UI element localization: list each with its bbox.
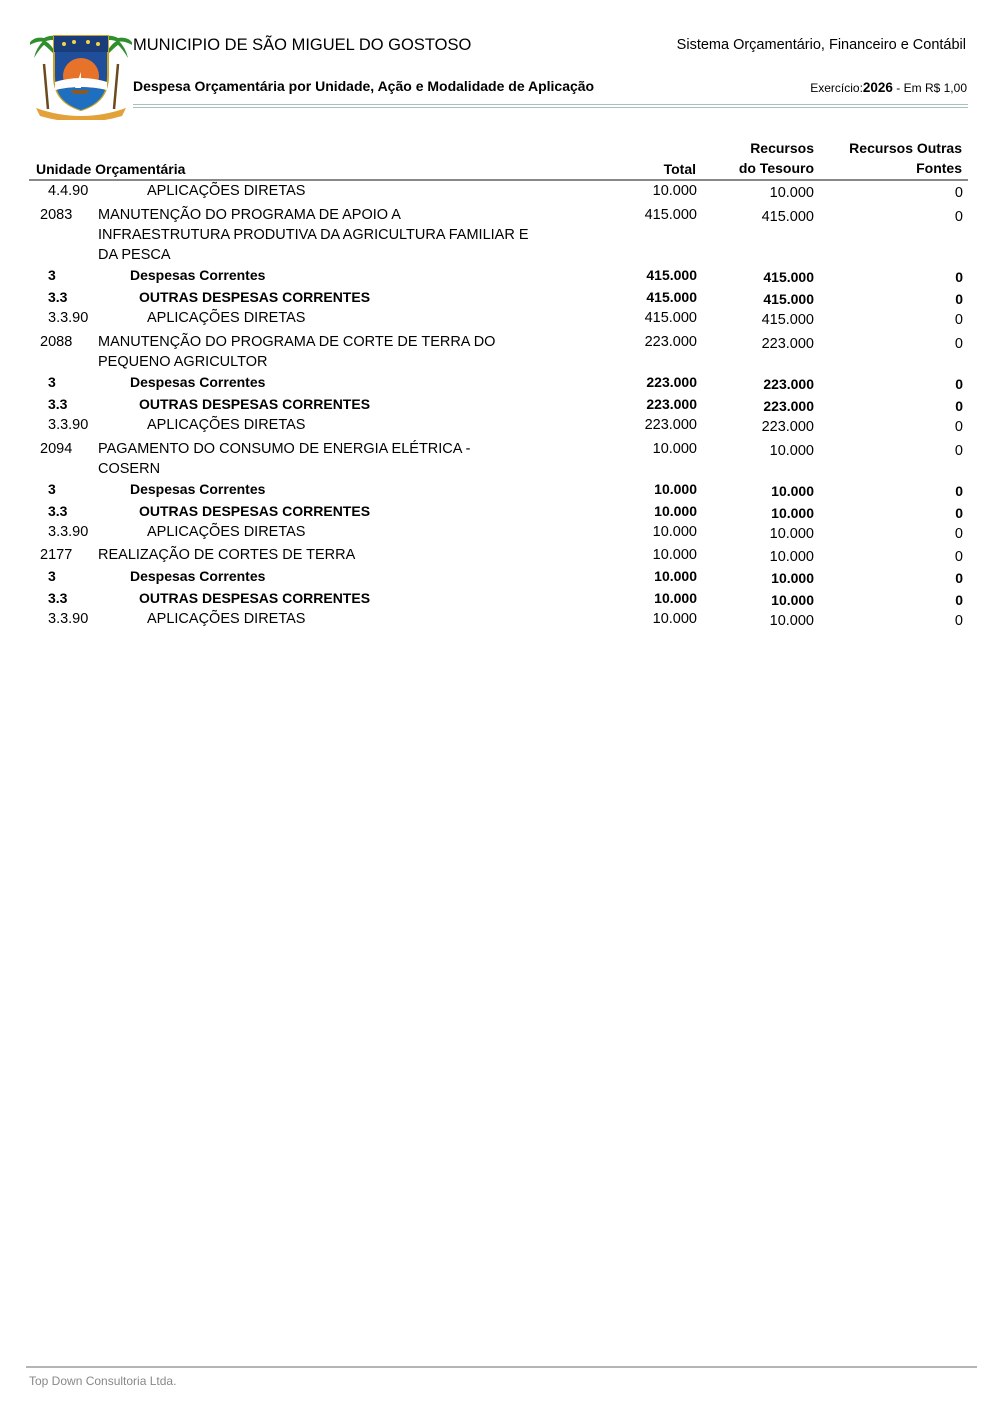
row-treasury: 10.000 (771, 505, 814, 521)
row-treasury: 10.000 (771, 592, 814, 608)
row-other-sources: 0 (954, 419, 963, 435)
row-other-sources: 0 (955, 398, 963, 414)
column-header-other-line1: Recursos Outras (849, 140, 962, 156)
row-other-sources: 0 (955, 592, 963, 608)
row-code: 3.3.90 (48, 417, 89, 433)
row-total: 223.000 (644, 417, 697, 433)
exercise-year: 2026 (862, 80, 893, 95)
row-total: 415.000 (646, 267, 697, 283)
row-description: Despesas Correntes (130, 481, 266, 497)
currency-note: - Em R$ 1,00 (896, 81, 967, 95)
row-treasury: 415.000 (761, 209, 814, 225)
row-other-sources: 0 (955, 570, 963, 586)
row-total: 10.000 (654, 481, 697, 497)
row-treasury: 223.000 (761, 419, 814, 435)
row-treasury: 10.000 (769, 549, 814, 565)
row-total: 10.000 (654, 503, 697, 519)
row-other-sources: 0 (955, 376, 963, 392)
row-treasury: 415.000 (763, 291, 814, 307)
municipality-name: MUNICIPIO DE SÃO MIGUEL DO GOSTOSO (133, 36, 472, 54)
header-divider (133, 104, 968, 105)
row-code: 3.3.90 (48, 611, 89, 627)
row-treasury: 10.000 (769, 526, 814, 542)
row-other-sources: 0 (954, 549, 963, 565)
row-treasury: 223.000 (761, 336, 814, 352)
row-treasury: 10.000 (769, 443, 814, 459)
row-total: 415.000 (646, 289, 697, 305)
row-total: 415.000 (644, 310, 697, 326)
row-code: 2094 (40, 441, 73, 457)
row-description: MANUTENÇÃO DO PROGRAMA DE CORTE DE TERRA DO PEQUENO AGRICULTOR (98, 334, 496, 370)
row-code: 4.4.90 (48, 183, 89, 199)
column-header-unit: Unidade Orçamentária (36, 161, 186, 177)
row-total: 10.000 (654, 568, 697, 584)
row-code: 3.3 (48, 590, 68, 606)
column-header-other-line2: Fontes (916, 160, 962, 176)
row-description: APLICAÇÕES DIRETAS (147, 417, 306, 433)
row-treasury: 415.000 (763, 269, 814, 285)
row-total: 415.000 (644, 207, 697, 223)
row-code: 3 (48, 374, 56, 390)
row-treasury: 223.000 (763, 398, 814, 414)
row-description: PAGAMENTO DO CONSUMO DE ENERGIA ELÉTRICA - COSERN (98, 441, 471, 477)
municipal-coat-of-arms-icon (30, 24, 132, 120)
row-code: 2083 (40, 207, 73, 223)
row-total: 10.000 (652, 183, 697, 199)
row-total: 223.000 (646, 374, 697, 390)
row-code: 2177 (40, 547, 73, 563)
row-treasury: 10.000 (771, 570, 814, 586)
row-code: 3.3.90 (48, 524, 89, 540)
footer-company: Top Down Consultoria Ltda. (29, 1374, 177, 1388)
row-description: OUTRAS DESPESAS CORRENTES (139, 590, 371, 606)
row-total: 10.000 (652, 441, 697, 457)
system-name: Sistema Orçamentário, Financeiro e Contábil (676, 37, 966, 53)
row-treasury: 415.000 (761, 312, 814, 328)
row-other-sources: 0 (954, 443, 963, 459)
row-code: 3.3.90 (48, 310, 89, 326)
row-description: Despesas Correntes (130, 267, 266, 283)
row-description: APLICAÇÕES DIRETAS (147, 310, 306, 326)
row-total: 10.000 (652, 547, 697, 563)
row-treasury: 223.000 (763, 376, 814, 392)
row-other-sources: 0 (954, 526, 963, 542)
row-description: APLICAÇÕES DIRETAS (147, 611, 306, 627)
row-treasury: 10.000 (771, 483, 814, 499)
row-description: OUTRAS DESPESAS CORRENTES (139, 289, 371, 305)
row-total: 10.000 (652, 611, 697, 627)
row-total: 223.000 (644, 334, 697, 350)
column-header-total: Total (663, 161, 696, 177)
row-description: REALIZAÇÃO DE CORTES DE TERRA (98, 547, 356, 563)
row-code: 2088 (40, 334, 73, 350)
header-divider (133, 107, 968, 108)
exercise-info (810, 80, 967, 95)
row-other-sources: 0 (954, 185, 963, 201)
footer-divider (26, 1366, 977, 1368)
row-code: 3 (48, 568, 56, 584)
row-description: APLICAÇÕES DIRETAS (147, 524, 306, 540)
row-other-sources: 0 (955, 483, 963, 499)
row-total: 223.000 (646, 396, 697, 412)
row-other-sources: 0 (954, 613, 963, 629)
row-other-sources: 0 (955, 505, 963, 521)
row-other-sources: 0 (954, 209, 963, 225)
row-description: OUTRAS DESPESAS CORRENTES (139, 396, 371, 412)
row-description: MANUTENÇÃO DO PROGRAMA DE APOIO A INFRAESTRUTURA PRODUTIVA DA AGRICULTURA FAMILIAR E DA PESCA (98, 207, 529, 263)
row-other-sources: 0 (955, 291, 963, 307)
row-code: 3 (48, 267, 56, 283)
row-code: 3.3 (48, 503, 68, 519)
row-other-sources: 0 (955, 269, 963, 285)
row-treasury: 10.000 (769, 613, 814, 629)
exercise-label: Exercício: (810, 81, 863, 95)
row-other-sources: 0 (954, 312, 963, 328)
report-title: Despesa Orçamentária por Unidade, Ação e Modalidade de Aplicação (133, 78, 595, 94)
row-other-sources: 0 (954, 336, 963, 352)
row-description: APLICAÇÕES DIRETAS (147, 183, 306, 199)
row-description: OUTRAS DESPESAS CORRENTES (139, 503, 371, 519)
row-total: 10.000 (652, 524, 697, 540)
column-header-treasury-line1: Recursos (750, 140, 814, 156)
row-code: 3.3 (48, 396, 68, 412)
row-total: 10.000 (654, 590, 697, 606)
row-code: 3 (48, 481, 56, 497)
row-description: Despesas Correntes (130, 568, 266, 584)
row-description: Despesas Correntes (130, 374, 266, 390)
row-code: 3.3 (48, 289, 68, 305)
column-header-treasury-line2: do Tesouro (738, 160, 814, 176)
row-treasury: 10.000 (769, 185, 814, 201)
